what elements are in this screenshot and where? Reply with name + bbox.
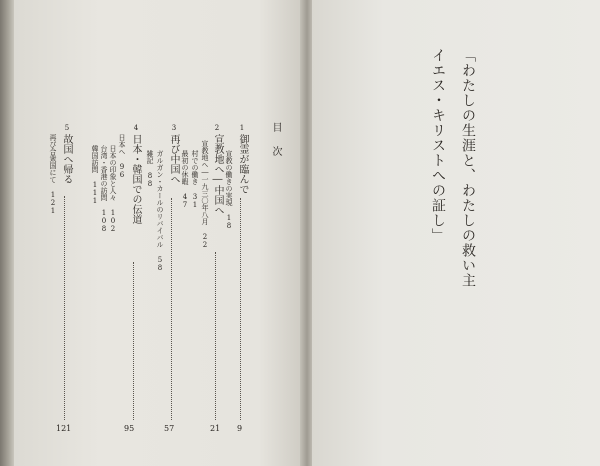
chapter-3-leader [171,198,172,420]
chapter-3-title: 再び中国へ [168,134,179,184]
book-edge [0,0,14,466]
chapter-1-page: 9 [237,424,243,433]
chapter-2-page: 21 [210,424,221,433]
title-line-2: イエス・キリストへの証し」 [430,48,446,243]
chapter-2-title: 宣教地へ―中国へ [212,134,223,215]
chapter-4-number: 4 [132,124,140,132]
chapter-3-page: 57 [164,424,175,433]
chapter-4-sub-3: 台湾・香港の訪問 108 [100,145,108,233]
chapter-1-leader [240,198,241,420]
right-page [312,0,600,466]
chapter-4-sub-1: 日本へ 96 [118,134,126,179]
chapter-2-sub-3: 最初の休暇 47 [181,150,189,209]
chapter-1-sub-1: 宣教の働きの実現 18 [225,150,233,230]
chapter-4-page: 95 [124,424,135,433]
chapter-5-number: 5 [63,124,71,132]
chapter-2-leader [215,252,216,420]
chapter-5-page: 121 [56,424,72,433]
chapter-5-title: 故国へ帰る [61,134,72,184]
chapter-4-sub-4: 韓国訪問 111 [91,145,99,205]
toc-heading: 目次 [270,122,281,170]
chapter-5-leader [64,196,65,420]
chapter-1-number: 1 [238,124,246,132]
chapter-4-title: 日本・韓国での伝道 [130,134,141,224]
chapter-4-sub-2: 日本の印象と人々 102 [109,145,117,233]
chapter-5-sub-1: 再び合衆国にて 121 [49,134,57,215]
chapter-4-leader [133,262,134,420]
chapter-3-sub-1: ガルガン・カールのリバイバル 58 [156,150,164,272]
chapter-3-sub-2: 雑記 88 [146,150,154,188]
chapter-2-sub-1: 宣教地へ―一九三〇年八月 22 [201,140,209,249]
chapter-3-number: 3 [170,124,178,132]
chapter-2-sub-2: 村での働き 31 [191,150,199,209]
chapter-1-title: 御霊が臨んで [237,134,248,194]
chapter-2-number: 2 [213,124,221,132]
title-line-1: 「わたしの生涯と、わたしの救い主 [460,48,476,288]
